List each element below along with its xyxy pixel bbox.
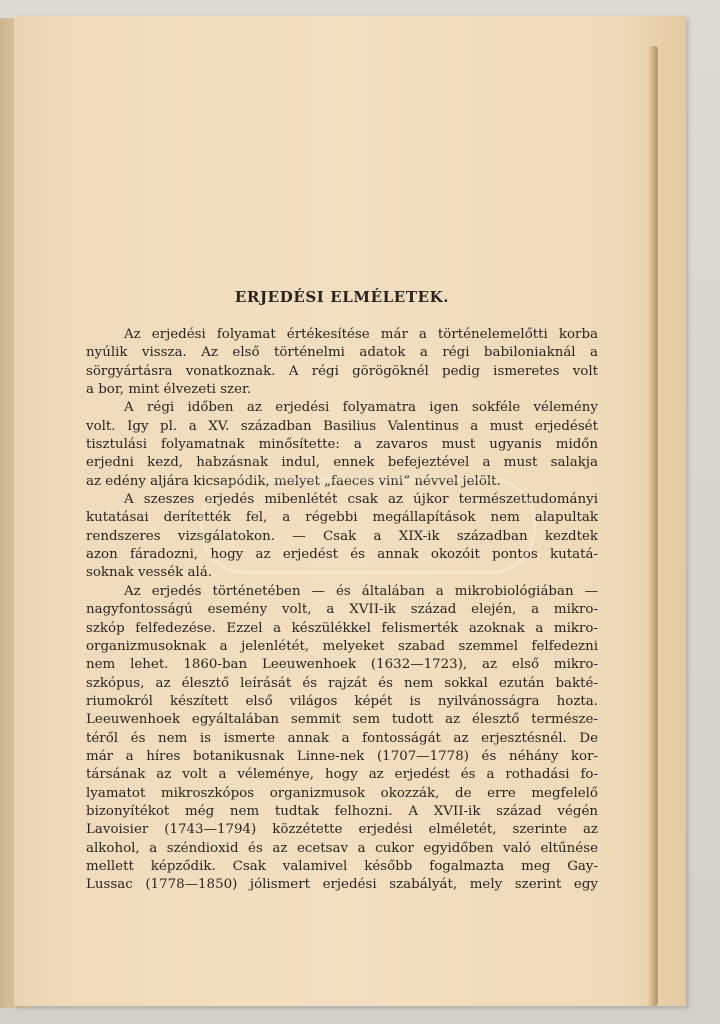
text-line: szkóp felfedezése. Ezzel a készülékkel felismerték azoknak a mikro- [86,620,598,636]
text-line: tisztulási folyamatnak minősítette: a zavaros must ugyanis midőn [86,437,598,453]
text-line: A régi időben az erjedési folyamatra igen sokféle vélemény [124,400,598,416]
text-line: riumokról készített első világos képét is nyilvánosságra hozta. [86,693,598,709]
chapter-title: ERJEDÉSI ELMÉLETEK. [234,288,450,306]
text-line: Lavoisier (1743—1794) közzétette erjedési elméletét, szerinte az [86,822,598,838]
text-line: az edény aljára kicsapódik, melyet „faeces vini“ névvel jelölt. [86,473,501,489]
text-line: már a híres botanikusnak Linne-nek (1707—1778) és néhány kor- [86,748,598,764]
text-line: sörgyártásra vonatkoznak. A régi görögöknél pedig ismeretes volt [86,363,598,379]
text-line: Az erjedés történetében — és általában a mikrobiológiában — [124,583,598,599]
text-line: organizmusoknak a jelenlétét, melyeket szabad szemmel felfedezni [86,638,598,654]
text-line: soknak vessék alá. [86,565,213,581]
text-line: lyamatot mikroszkópos organizmusok okozzák, de erre megfelelő [86,785,598,801]
paragraph-lines [86,326,598,895]
text-line: erjedni kezd, habzásnak indul, ennek befejeztével a must salakja [86,455,598,471]
text-line: nagyfontosságú esemény volt, a XVII-ik század elején, a mikro- [86,602,598,618]
text-line: Lussac (1778—1850) jólismert erjedési szabályát, mely szerint egy [86,877,598,893]
text-line: társának az volt a véleménye, hogy az erjedést és a rothadási fo- [86,767,598,783]
text-line: a bor, mint élvezeti szer. [86,382,252,398]
page-text-block [86,288,598,895]
text-line: bizonyítékot még nem tudtak felhozni. A XVII-ik század végén [86,803,598,819]
text-line: alkohol, a széndioxid és az ecetsav a cukor egyidőben való eltűnése [86,840,598,856]
text-line: nem lehet. 1860-ban Leeuwenhoek (1632—1723), az első mikro- [86,657,598,673]
text-line: kutatásai derítették fel, a régebbi megállapítások nem alapultak [86,510,598,526]
page-edge [648,46,658,1006]
text-line: mellett képződik. Csak valamivel később fogalmazta meg Gay- [86,858,598,874]
text-line: nyúlik vissza. Az első történelmi adatok a régi babiloniaknál a [86,345,598,361]
text-line: szkópus, az élesztő leírását és rajzát és nem sokkal ezután bakté- [86,675,598,691]
text-line: Az erjedési folyamat értékesítése már a történelemelőtti korba [124,327,598,342]
text-line: Leeuwenhoek egyáltalában semmit sem tudott az élesztő természe- [86,712,598,728]
text-line: volt. Igy pl. a XV. században Basilius Valentinus a must erjedését [86,418,598,434]
text-line: rendszeres vizsgálatokon. — Csak a XIX-ik században kezdtek [86,528,598,544]
text-line: A szeszes erjedés mibenlétét csak az újkor természettudományi [124,492,598,508]
text-line: azon fáradozni, hogy az erjedést és annak okozóit pontos kutatá- [86,547,598,563]
text-line: téről és nem is ismerte annak a fontosságát az erjesztésnél. De [86,730,598,746]
